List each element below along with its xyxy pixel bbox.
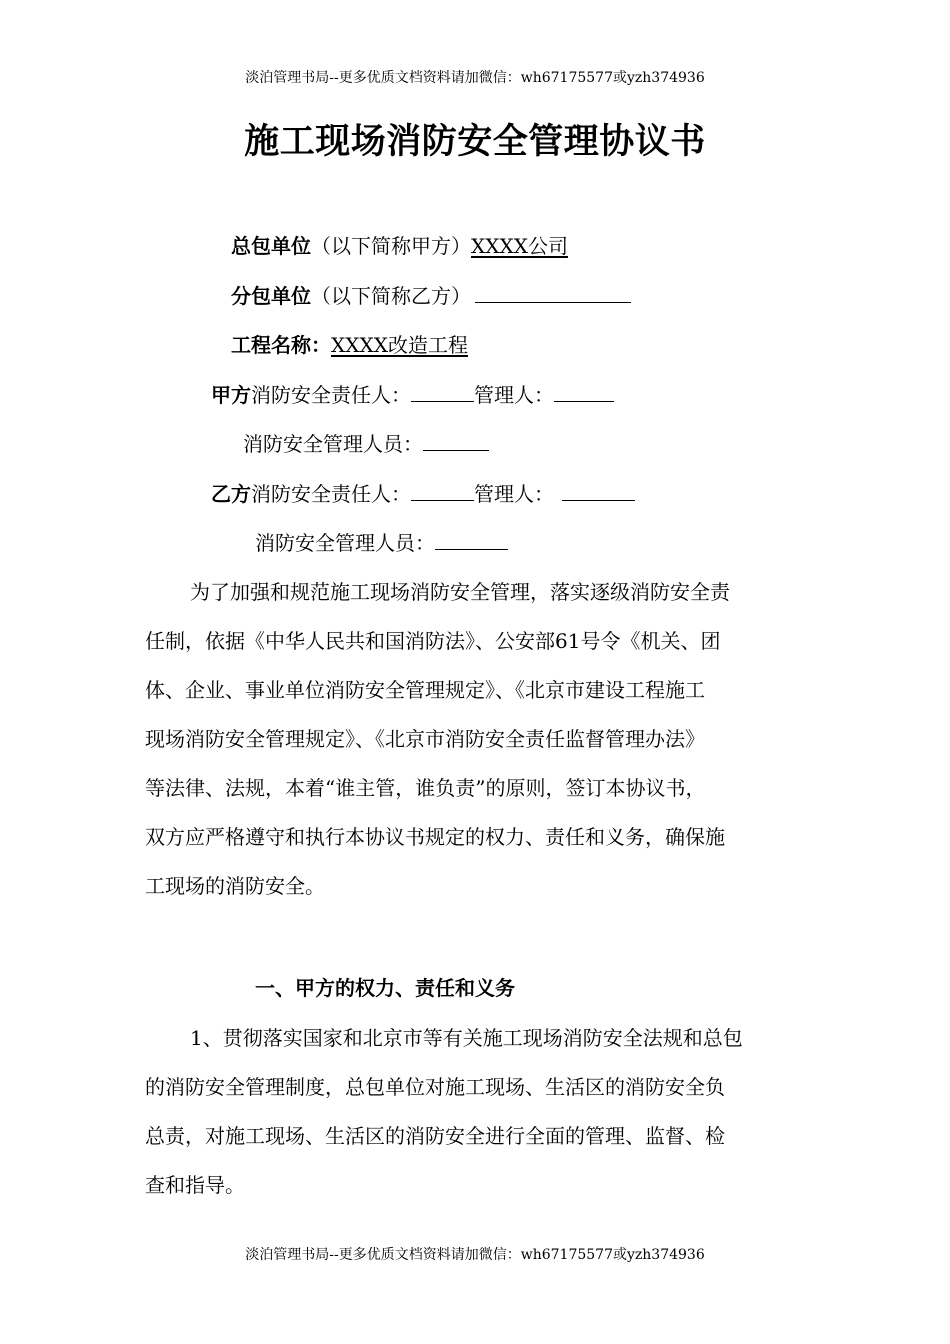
- intro-line: 任制，依据《中华人民共和国消防法》、公安部61号令《机关、团: [145, 629, 721, 653]
- party-a-responsible-blank: [411, 381, 474, 402]
- section-heading: 一、甲方的权力、责任和义务: [255, 976, 515, 1000]
- item-line: 总责，对施工现场、生活区的消防安全进行全面的管理、监督、检: [145, 1124, 725, 1148]
- party-a-label: 甲方: [211, 383, 251, 407]
- item-line: 的消防安全管理制度，总包单位对施工现场、生活区的消防安全负: [145, 1075, 725, 1099]
- party-a-staff-line: [243, 430, 489, 458]
- intro-line: 体、企业、事业单位消防安全管理规定》、《北京市建设工程施工: [145, 678, 705, 702]
- intro-line: 为了加强和规范施工现场消防安全管理，落实逐级消防安全责: [190, 580, 730, 604]
- party-b-staff-line: [255, 529, 508, 557]
- party-b-staff-blank: [435, 529, 508, 550]
- page-header: 淡泊管理书局--更多优质文档资料请加微信：wh67175577或yzh374936: [245, 70, 705, 86]
- intro-line: 双方应严格遵守和执行本协议书规定的权力、责任和义务，确保施: [145, 825, 725, 849]
- intro-paragraph: [145, 578, 810, 921]
- subcontractor-line: [231, 282, 631, 310]
- general-contractor-label: 总包单位: [231, 234, 311, 258]
- party-a-responsible-line: [211, 381, 614, 409]
- item-1-paragraph: [145, 1024, 810, 1220]
- party-a-responsible-text: 消防安全责任人：: [251, 383, 411, 407]
- intro-line: 现场消防安全管理规定》、《北京市消防安全责任监督管理办法》: [145, 727, 705, 751]
- project-name-line: [231, 331, 468, 359]
- project-name-value: XXXX改造工程: [331, 333, 468, 357]
- subcontractor-note: （以下简称乙方）: [311, 284, 471, 308]
- party-b-responsible-line: [211, 480, 635, 508]
- subcontractor-label: 分包单位: [231, 284, 311, 308]
- intro-line: 等法律、法规，本着“谁主管，谁负责”的原则，签订本协议书，: [145, 776, 706, 800]
- party-a-manager-text: 管理人：: [474, 383, 554, 407]
- general-contractor-note: （以下简称甲方）: [311, 234, 471, 258]
- party-a-staff-blank: [423, 430, 489, 451]
- party-b-manager-text: 管理人：: [474, 482, 554, 506]
- party-b-label: 乙方: [211, 482, 251, 506]
- item-line: 1、贯彻落实国家和北京市等有关施工现场消防安全法规和总包: [190, 1026, 743, 1050]
- party-b-responsible-blank: [411, 480, 474, 501]
- project-name-label: 工程名称：: [231, 333, 331, 357]
- party-a-staff-text: 消防安全管理人员：: [243, 432, 423, 456]
- document-title: 施工现场消防安全管理协议书: [244, 122, 706, 162]
- item-line: 查和指导。: [145, 1173, 245, 1197]
- general-contractor-value: XXXX公司: [471, 234, 568, 258]
- general-contractor-line: [231, 232, 568, 260]
- subcontractor-blank: [475, 282, 631, 303]
- party-b-manager-blank: [562, 480, 635, 501]
- party-a-manager-blank: [554, 381, 614, 402]
- party-b-responsible-text: 消防安全责任人：: [251, 482, 411, 506]
- party-b-staff-text: 消防安全管理人员：: [255, 531, 435, 555]
- intro-line: 工现场的消防安全。: [145, 874, 325, 898]
- page-footer: 淡泊管理书局--更多优质文档资料请加微信：wh67175577或yzh374936: [245, 1247, 705, 1263]
